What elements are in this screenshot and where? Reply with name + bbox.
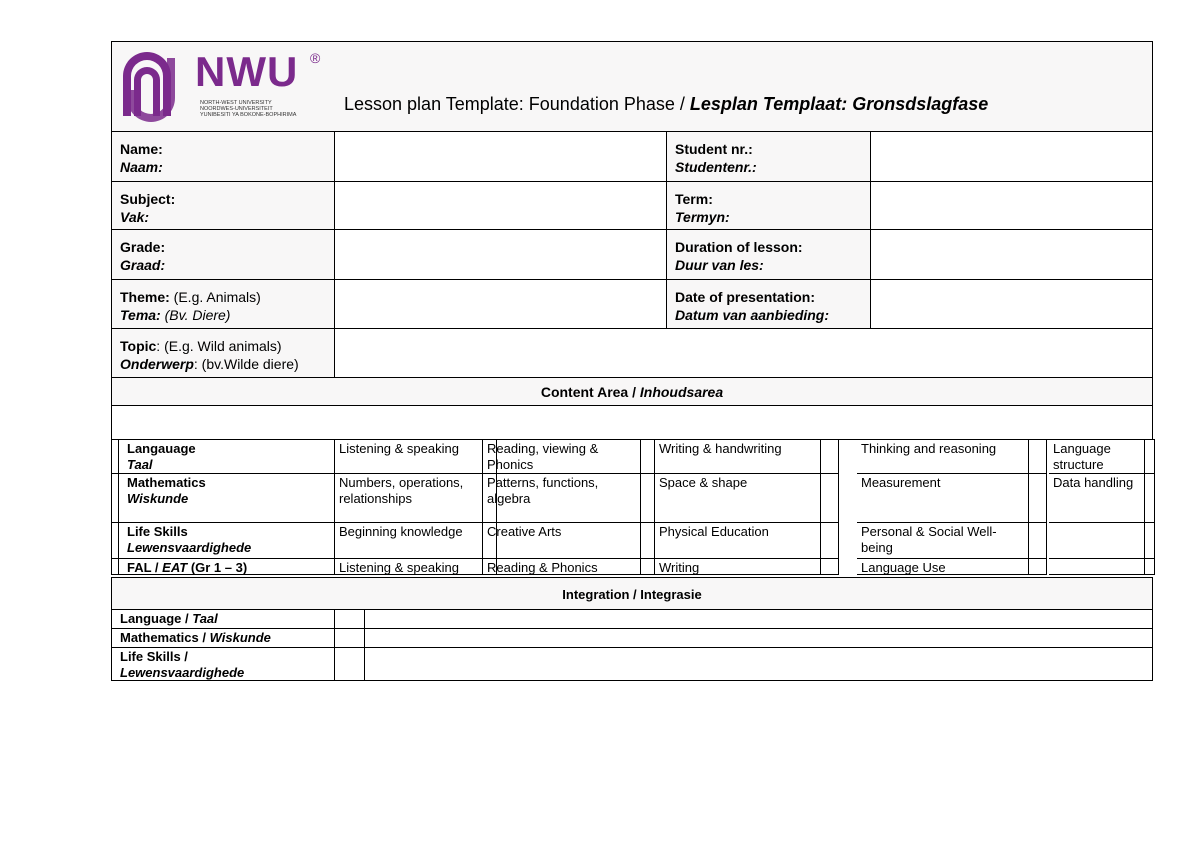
date-input-cell[interactable] — [871, 279, 1153, 328]
student-nr-label: Student nr.: — [675, 141, 753, 157]
subject-input-cell[interactable] — [335, 181, 667, 229]
subject-item-checkbox-life-skills-5[interactable] — [1145, 522, 1155, 558]
grade-input-cell[interactable] — [335, 229, 667, 279]
subject-label-fal — [119, 558, 335, 575]
integration-language-checkbox[interactable] — [335, 609, 365, 628]
subject-label-mathematics — [119, 473, 335, 522]
subject-item-text: Space & shape — [659, 475, 748, 490]
subject-item-mathematics-4 — [857, 473, 1029, 522]
subject-item-life-skills-4 — [857, 522, 1029, 558]
subject-item-text: Personal & Social Well-being — [861, 524, 997, 555]
subject-item-checkbox-fal-4[interactable] — [1029, 558, 1047, 575]
subject-item-text: Thinking and reasoning — [861, 441, 997, 456]
student-nr-input-cell[interactable] — [871, 131, 1153, 181]
subject-item-checkbox-fal-3[interactable] — [821, 558, 839, 575]
integration-mathematics-en: Mathematics / — [120, 630, 210, 645]
datum-label: Datum van aanbieding: — [675, 307, 830, 323]
integration-header — [111, 577, 1153, 609]
subject-item-life-skills-2 — [483, 522, 641, 558]
duur-label: Duur van les: — [675, 257, 764, 273]
onderwerp-label: Onderwerp — [120, 356, 194, 372]
subject-label-cell — [111, 181, 335, 229]
vak-label: Vak: — [120, 209, 150, 225]
integration-life-skills-checkbox[interactable] — [335, 647, 365, 681]
integration-mathematics-input[interactable] — [365, 628, 1153, 647]
title-af: Lesplan Templaat: Gronsdslagfase — [689, 94, 989, 114]
subject-item-language-5 — [1049, 439, 1145, 473]
subject-item-checkbox-mathematics-2[interactable] — [641, 473, 655, 522]
duration-label: Duration of lesson: — [675, 239, 803, 255]
subject-item-text: Data handling — [1053, 475, 1134, 490]
subject-af: Wiskunde — [127, 491, 189, 506]
subject-label-text — [119, 440, 334, 473]
integration-language-input[interactable] — [365, 609, 1153, 628]
subject-af: Taal — [127, 457, 153, 472]
subject-item-text — [1049, 559, 1144, 560]
tema-note: (Bv. Diere) — [160, 307, 231, 323]
theme-label-cell — [111, 279, 335, 328]
subject-row-margin-mathematics — [111, 473, 119, 522]
studentenr-label: Studentenr.: — [675, 159, 757, 175]
subject-label-text — [119, 474, 334, 507]
onderwerp-note: : (bv.Wilde diere) — [193, 356, 299, 372]
subject-item-checkbox-mathematics-3[interactable] — [821, 473, 839, 522]
topic-label: Topic — [120, 338, 157, 354]
subject-item-checkbox-language-5[interactable] — [1145, 439, 1155, 473]
integration-row-mathematics — [111, 628, 335, 647]
content-area-af: Inhoudsarea — [639, 384, 724, 400]
lesson-plan-sheet — [111, 41, 1153, 681]
subject-item-life-skills-5 — [1049, 522, 1145, 558]
duration-label-cell — [667, 229, 871, 279]
subject-item-text: Measurement — [861, 475, 941, 490]
integration-row-language — [111, 609, 335, 628]
subject-en: Mathematics — [127, 475, 206, 490]
subject-item-checkbox-language-4[interactable] — [1029, 439, 1047, 473]
title-en: Lesson plan Template: Foundation Phase / — [344, 94, 690, 114]
subject-item-language-4 — [857, 439, 1029, 473]
integration-life-skills-en: Life Skills / — [120, 649, 188, 664]
header-row — [111, 41, 1153, 131]
subject-en: FAL / — [127, 560, 163, 575]
name-label-cell — [111, 131, 335, 181]
termyn-label: Termyn: — [675, 209, 730, 225]
subject-item-fal-1 — [335, 558, 483, 575]
subject-item-text: Listening & speaking — [339, 441, 459, 456]
subject-en: Langauage — [127, 441, 196, 456]
subject-en: Life Skills — [127, 524, 188, 539]
date-label: Date of presentation: — [675, 289, 816, 305]
subject-item-text: Reading & Phonics — [487, 560, 598, 575]
student-nr-label-cell — [667, 131, 871, 181]
subject-item-checkbox-mathematics-5[interactable] — [1145, 473, 1155, 522]
subject-item-fal-4 — [857, 558, 1029, 575]
graad-label: Graad: — [120, 257, 166, 273]
integration-language-af: Taal — [192, 611, 218, 626]
integration-life-skills-af: Lewensvaardighede — [120, 665, 245, 680]
subject-af: EAT — [162, 560, 188, 575]
topic-label-cell — [111, 328, 335, 377]
subject-af: Lewensvaardighede — [127, 540, 252, 555]
subject-item-text: Creative Arts — [487, 524, 562, 539]
subject-suffix: (Gr 1 – 3) — [187, 560, 248, 575]
subject-item-mathematics-2 — [483, 473, 641, 522]
integration-row-life-skills — [111, 647, 335, 681]
grade-label: Grade: — [120, 239, 166, 255]
subject-item-mathematics-5 — [1049, 473, 1145, 522]
subject-item-text: Language Use — [861, 560, 946, 575]
integration-title: Integration / Integrasie — [562, 587, 702, 602]
subject-item-language-3 — [655, 439, 821, 473]
subject-item-language-2 — [483, 439, 641, 473]
subject-item-checkbox-life-skills-2[interactable] — [641, 522, 655, 558]
integration-mathematics-af: Wiskunde — [209, 630, 271, 645]
integration-language-en: Language / — [120, 611, 193, 626]
name-label: Name: — [120, 141, 163, 157]
subject-item-checkbox-language-2[interactable] — [641, 439, 655, 473]
duration-input-cell[interactable] — [871, 229, 1153, 279]
subject-item-text: Writing — [659, 560, 700, 575]
subject-item-text: Beginning knowledge — [339, 524, 463, 539]
subject-label-life-skills — [119, 522, 335, 558]
subject-item-fal-3 — [655, 558, 821, 575]
subject-item-text: Reading, viewing & Phonics — [487, 441, 599, 472]
logo-text: NWU — [195, 48, 299, 95]
subject-row-margin-life-skills — [111, 522, 119, 558]
subject-item-life-skills-3 — [655, 522, 821, 558]
topic-input-cell[interactable] — [335, 328, 1153, 377]
name-input-cell[interactable] — [335, 131, 667, 181]
content-area-input[interactable] — [111, 405, 1153, 439]
term-label-cell — [667, 181, 871, 229]
subject-item-text: Numbers, operations, relationships — [339, 475, 464, 506]
subject-item-text: Listening & speaking — [339, 560, 459, 575]
grade-label-cell — [111, 229, 335, 279]
subject-item-text: Patterns, functions, algebra — [487, 475, 599, 506]
logo-sub-1: NORTH-WEST UNIVERSITY — [200, 100, 272, 106]
tema-label: Tema: — [120, 307, 161, 323]
subject-item-fal-5 — [1049, 558, 1145, 575]
term-label: Term: — [675, 191, 713, 207]
integration-life-skills-input[interactable] — [365, 647, 1153, 681]
integration-mathematics-checkbox[interactable] — [335, 628, 365, 647]
subject-item-language-1 — [335, 439, 483, 473]
subject-item-text: Physical Education — [659, 524, 769, 539]
content-area-en: Content Area / — [540, 384, 640, 400]
naam-label: Naam: — [120, 159, 163, 175]
theme-input-cell[interactable] — [335, 279, 667, 328]
subject-item-mathematics-1 — [335, 473, 483, 522]
subject-label-text — [119, 559, 334, 576]
theme-note: (E.g. Animals) — [169, 289, 261, 305]
subject-row-margin-fal — [111, 558, 119, 575]
subject-item-checkbox-life-skills-4[interactable] — [1029, 522, 1047, 558]
logo-sub-2: NOORDWES-UNIVERSITEIT — [200, 106, 273, 112]
subject-item-checkbox-fal-2[interactable] — [641, 558, 655, 575]
date-label-cell — [667, 279, 871, 328]
subject-item-checkbox-language-3[interactable] — [821, 439, 839, 473]
logo-sub-3: YUNIBESITI YA BOKONE-BOPHIRIMA — [200, 112, 297, 118]
page-title — [344, 94, 988, 115]
term-input-cell[interactable] — [871, 181, 1153, 229]
subject-row-margin-language — [111, 439, 119, 473]
subject-item-text: Language structure — [1053, 441, 1111, 472]
topic-note: : (E.g. Wild animals) — [156, 338, 282, 354]
subject-item-mathematics-3 — [655, 473, 821, 522]
subject-label: Subject: — [120, 191, 176, 207]
subject-item-checkbox-fal-5[interactable] — [1145, 558, 1155, 575]
subject-label-text — [119, 523, 334, 556]
subject-item-checkbox-mathematics-4[interactable] — [1029, 473, 1047, 522]
registered-mark: ® — [310, 50, 321, 66]
subject-item-life-skills-1 — [335, 522, 483, 558]
subject-item-text: Writing & handwriting — [659, 441, 782, 456]
subject-item-checkbox-life-skills-3[interactable] — [821, 522, 839, 558]
subject-item-fal-2 — [483, 558, 641, 575]
content-area-header — [111, 377, 1153, 405]
subject-label-language — [119, 439, 335, 473]
subject-item-text — [1049, 523, 1144, 524]
theme-label: Theme: — [120, 289, 170, 305]
